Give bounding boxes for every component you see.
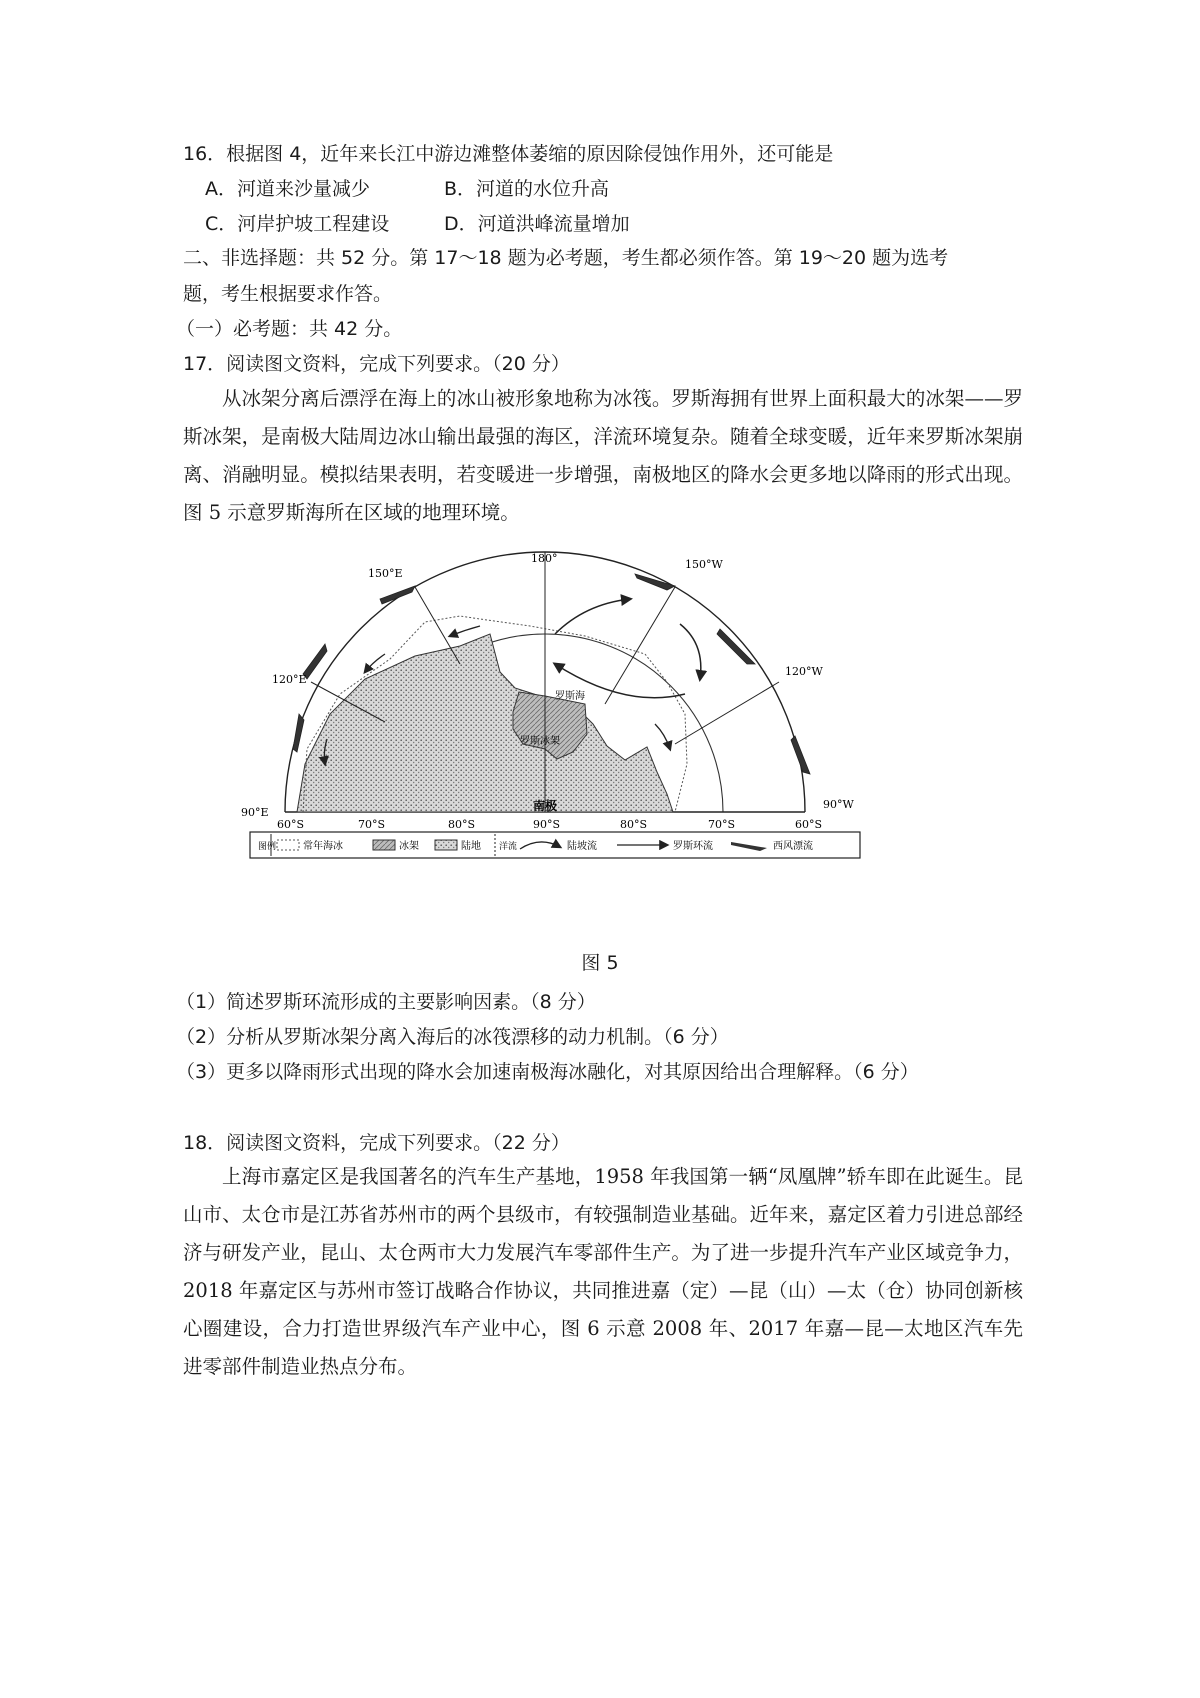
map-legend <box>250 832 860 858</box>
legend-slope-current: 陆坡流 <box>567 841 597 852</box>
lat-label: 90°S <box>533 818 561 831</box>
lon-120w: 120°W <box>785 665 823 678</box>
lat-label: 80°S <box>448 818 476 831</box>
label-ross-sea: 罗斯海 <box>555 691 585 702</box>
antarctica-land <box>297 634 673 812</box>
q16-option-d: D．河道洪峰流量增加 <box>444 213 630 235</box>
lon-150e: 150°E <box>368 567 403 580</box>
q16-option-b: B．河道的水位升高 <box>444 178 610 200</box>
section2-line1: 二、非选择题：共 52 分。第 17～18 题为必考题，考生都必须作答。第 19～20 题为选考 <box>183 247 949 269</box>
legend-ice-shelf: 冰架 <box>399 841 419 852</box>
q16-option-a: A．河道来沙量减少 <box>205 178 370 200</box>
ross-gyre-arrow <box>680 624 701 679</box>
q17-question-3: （3）更多以降雨形式出现的降水会加速南极海冰融化，对其原因给出合理解释。（6 分） <box>176 1061 919 1083</box>
lon-90e: 90°E <box>241 806 269 819</box>
legend-title: 图例 <box>258 842 277 852</box>
q18-stem: 18．阅读图文资料，完成下列要求。（22 分） <box>183 1132 570 1154</box>
legend-westerly-drift: 西风漂流 <box>773 841 813 852</box>
lat-label: 60°S <box>795 818 823 831</box>
lon-180: 180° <box>531 552 558 565</box>
lat-label: 70°S <box>358 818 386 831</box>
q17-question-1: （1）简述罗斯环流形成的主要影响因素。（8 分） <box>176 991 596 1013</box>
lon-120e: 120°E <box>272 673 307 686</box>
lon-90w: 90°W <box>823 798 854 811</box>
label-ross-ice-shelf: 罗斯冰架 <box>520 736 560 747</box>
meridian-120w <box>675 682 779 744</box>
section2-line2: 题，考生根据要求作答。 <box>183 283 393 305</box>
q17-stem: 17．阅读图文资料，完成下列要求。（20 分） <box>183 353 570 375</box>
ross-gyre-arrow <box>555 599 630 634</box>
legend-land: 陆地 <box>461 841 481 852</box>
legend-ross-gyre: 罗斯环流 <box>673 841 713 852</box>
figure-5-map <box>241 552 855 864</box>
required-heading: （一）必考题：共 42 分。 <box>176 318 403 340</box>
q16-stem: 16．根据图 4，近年来长江中游边滩整体萎缩的原因除侵蚀作用外，还可能是 <box>183 143 834 165</box>
q16-option-c: C．河岸护坡工程建设 <box>205 213 390 235</box>
q17-question-2: （2）分析从罗斯冰架分离入海后的冰筏漂移的动力机制。（6 分） <box>176 1026 729 1048</box>
figure-5-caption: 图 5 <box>581 952 619 974</box>
legend-sea-ice: 常年海冰 <box>303 841 343 852</box>
q17-passage: 从冰架分离后漂浮在海上的冰山被形象地称为冰筏。罗斯海拥有世界上面积最大的冰架——罗斯冰架，是南极大陆周边冰山输出最强的海区，洋流环境复杂。随着全球变暖，近年来罗斯冰架崩离、消融明显。模拟结果表明，若变暖进一步增强，南极地区的降水会更多地以降雨的形式出现。图 5 示意罗斯海所在区域的地理环境。 <box>183 387 1023 524</box>
lat-label: 60°S <box>277 818 305 831</box>
label-south-pole: 南极 <box>533 799 558 813</box>
q18-passage: 上海市嘉定区是我国著名的汽车生产基地，1958 年我国第一辆“凤凰牌”轿车即在此诞生。昆山市、太仓市是江苏省苏州市的两个县级市，有较强制造业基础。近年来，嘉定区着力引进总部经济与研发产业，昆山、太仓两市大力发展汽车零部件生产。为了进一步提升汽车产业区域竞争力，2018 年嘉定区与苏州市签订战略合作协议，共同推进嘉（定）—昆（山）—太（仓）协同创新核心圈建设，合力打造世界级汽车产业中心，图 6 示意 2008 年、2017 年嘉—昆—太地区汽车先进零部件制造业热点分布。 <box>183 1165 1023 1378</box>
lat-label: 70°S <box>708 818 736 831</box>
lat-label: 80°S <box>620 818 648 831</box>
lon-150w: 150°W <box>685 558 723 571</box>
legend-currents-title: 洋流 <box>499 842 518 852</box>
